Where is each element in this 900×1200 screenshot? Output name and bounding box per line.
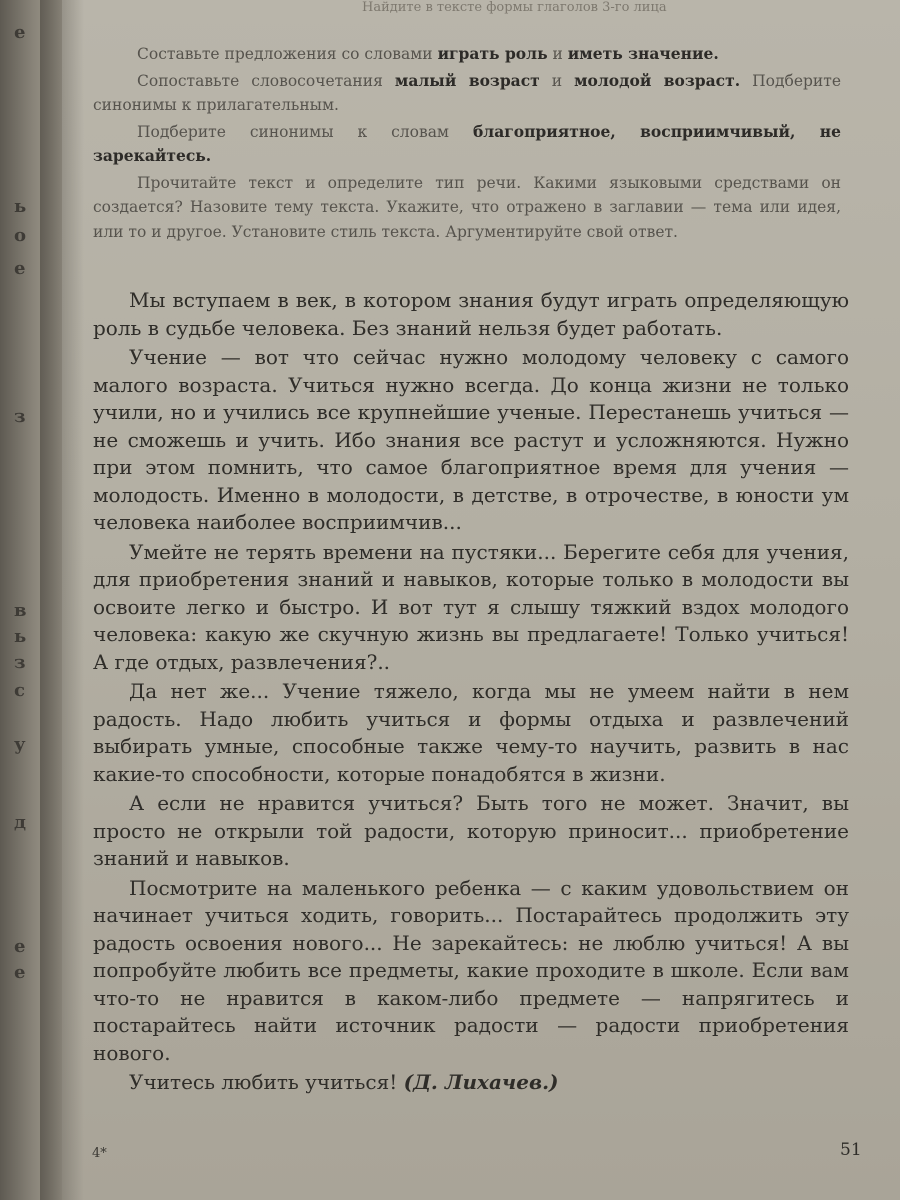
margin-fragment: о: [14, 225, 27, 246]
closing-line: [93, 1069, 849, 1097]
task-4: Прочитайте текст и определите тип речи. Какими языковыми средствами он создается? Назовите тему текста. Укажите, что отражено в заглавии — тема или идея, или то и другое. Установите стиль текста. Аргументируйте свой ответ.: [93, 173, 841, 241]
margin-fragment: з: [14, 406, 26, 427]
margin-fragment: в: [14, 600, 27, 621]
margin-fragment: е: [14, 258, 26, 279]
task-1: [93, 42, 841, 67]
task-2-term: малый возраст: [394, 70, 540, 90]
text-paragraph: Учение — вот что сейчас нужно молодому человеку с самого малого возраста. Учиться нужно всегда. До конца жизни не только учили, но и учились все крупнейшие ученые. Перестанешь учиться — не сможешь и учить. Ибо знания все растут и усложняются. Нужно при этом помнить, что самое благоприятное время для учения — молодость. Именно в молодости, в детстве, в отрочестве, в юности ум человека наиболее восприимчив...: [93, 345, 849, 534]
text-paragraph: Мы вступаем в век, в котором знания будут играть определяющую роль в судьбе человека. Без знаний нельзя будет работать.: [93, 288, 849, 340]
margin-fragment: с: [14, 680, 25, 701]
task-2-text: Подберите синонимы к прилагательным.: [93, 71, 842, 114]
task-3: [93, 120, 841, 169]
margin-fragment: ь: [14, 626, 27, 647]
margin-fragment: з: [14, 652, 26, 673]
task-list: [93, 42, 841, 246]
author-attribution: (Д. Лихачев.): [403, 1070, 559, 1094]
margin-fragment: д: [14, 812, 26, 833]
text-paragraph: Посмотрите на маленького ребенка — с каким удовольствием он начинает учиться ходить, говорить... Постарайтесь продолжить эту радость освоения нового... Не зарекайтесь: не люблю учиться! А вы попробуйте любить все предметы, какие проходите в школе. Если вам что-то не нравится в каком-либо предмете — напрягитесь и постарайтесь найти источник радости — радости приобретения нового.: [93, 875, 849, 1065]
margin-fragment: ь: [14, 196, 27, 217]
closing-sentence: Учитесь любить учиться!: [129, 1070, 398, 1094]
page-number: 51: [840, 1140, 862, 1160]
reading-text: [93, 287, 849, 1099]
task-3-terms: благоприятное, восприимчивый, не зарекайтесь.: [93, 121, 841, 165]
task-1-joiner: и: [547, 45, 568, 63]
margin-fragment: у: [14, 734, 26, 755]
page-gutter-shadow: [40, 0, 84, 1200]
margin-fragment: е: [14, 962, 26, 983]
task-2: [93, 69, 841, 118]
task-1-term: играть роль: [437, 44, 548, 63]
task-2-term: молодой возраст.: [574, 70, 741, 90]
text-paragraph: Умейте не терять времени на пустяки... Берегите себя для учения, для приобретения знаний и навыков, которые только в молодости вы освоите легко и быстро. И вот тут я слышу тяжкий вздох молодого человека: какую же скучную жизнь вы предлагаете! Только учиться! А где отдых, развлечения?..: [93, 539, 849, 674]
margin-fragment: е: [14, 936, 26, 957]
cut-off-heading: Найдите в тексте формы глаголов 3-го лица: [362, 0, 667, 15]
task-1-term: иметь значение.: [567, 44, 719, 63]
margin-fragment: е: [14, 22, 26, 43]
task-2-joiner: и: [539, 71, 575, 90]
text-paragraph: Да нет же... Учение тяжело, когда мы не умеем найти в нем радость. Надо любить учиться и формы отдыха и развлечений выбирать умные, способные также чему-то научить, развить в нас какие-то способности, которые понадобятся в жизни.: [93, 679, 849, 786]
task-1-text: Составьте предложения со словами: [137, 45, 438, 63]
task-3-text: Подберите синонимы к словам: [137, 122, 473, 141]
task-2-text: Сопоставьте словосочетания: [137, 71, 395, 90]
signature-mark: 4*: [92, 1146, 107, 1161]
text-paragraph: А если не нравится учиться? Быть того не может. Значит, вы просто не открыли той радости, которую приносит... приобретение знаний и навыков.: [93, 791, 849, 870]
